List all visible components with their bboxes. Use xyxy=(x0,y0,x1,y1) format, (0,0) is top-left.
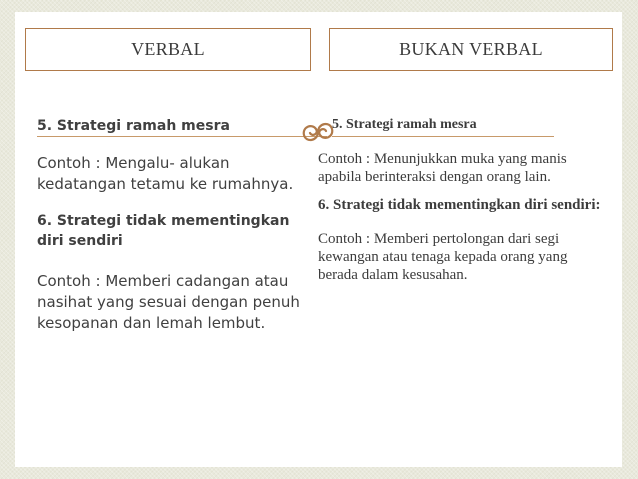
bukan-verbal-heading-6: 6. Strategi tidak mementingkan diri sendiri: xyxy=(318,197,601,213)
verbal-header xyxy=(25,28,311,71)
bukan-verbal-heading-5: 5. Strategi ramah mesra xyxy=(332,117,477,132)
bukan-verbal-column xyxy=(318,116,603,284)
verbal-example-6: Contoh : Memberi cadangan atau nasihat yang sesuai dengan penuh kesopanan dan lemah lembut. xyxy=(37,272,300,332)
bukan-verbal-divider-rule xyxy=(332,136,554,137)
verbal-example-5: Contoh : Mengalu- alukan kedatangan tetamu ke rumahnya. xyxy=(37,154,294,193)
verbal-heading-6: 6. Strategi tidak mementingkan diri sendiri xyxy=(37,213,290,249)
slide xyxy=(15,12,622,467)
verbal-heading-5-wrap xyxy=(37,116,307,136)
bukan-verbal-header xyxy=(329,28,613,71)
verbal-header-label: VERBAL xyxy=(131,39,205,59)
verbal-column xyxy=(37,116,307,334)
bukan-verbal-header-label: BUKAN VERBAL xyxy=(399,39,543,59)
bukan-verbal-example-5: Contoh : Menunjukkan muka yang manis apabila berinteraksi dengan orang lain. xyxy=(318,151,567,185)
verbal-heading-5: 5. Strategi ramah mesra xyxy=(37,118,230,134)
verbal-divider-rule xyxy=(37,136,327,137)
bukan-verbal-heading-5-wrap xyxy=(318,116,603,134)
bukan-verbal-example-6: Contoh : Memberi pertolongan dari segi kewangan atau tenaga kepada orang yang berada dalam kesusahan. xyxy=(318,231,568,283)
